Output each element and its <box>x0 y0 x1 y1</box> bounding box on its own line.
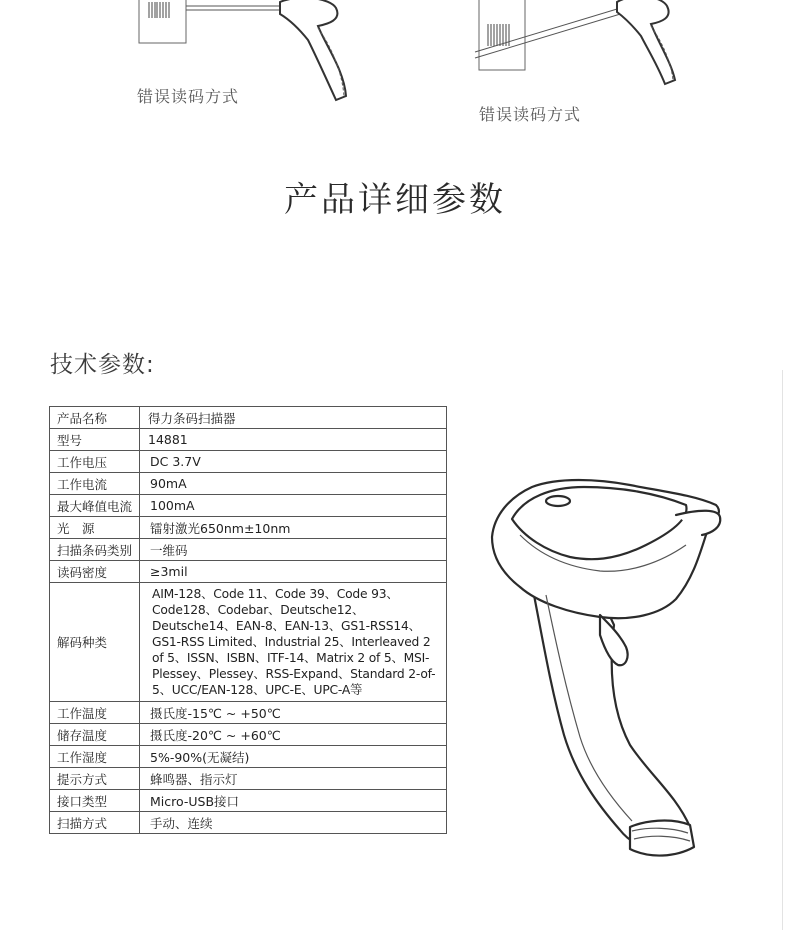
table-row <box>50 702 447 724</box>
spec-key: 提示方式 <box>50 768 140 790</box>
scanner-button-icon <box>546 496 570 506</box>
spec-value: 100mA <box>140 495 447 517</box>
spec-value: 蜂鸣器、指示灯 <box>140 768 447 790</box>
caption-wrong-reading-left: 错误读码方式 <box>137 87 240 106</box>
spec-key: 产品名称 <box>50 407 140 429</box>
table-row <box>50 407 447 429</box>
spec-key: 解码种类 <box>50 583 140 702</box>
section-title: 产品详细参数 <box>284 180 506 220</box>
spec-key: 扫描条码类别 <box>50 539 140 561</box>
edge-divider <box>782 370 783 930</box>
table-row <box>50 561 447 583</box>
wrong-reading-illustration-right <box>395 0 790 120</box>
table-row <box>50 451 447 473</box>
spec-value: 得力条码扫描器 <box>140 407 447 429</box>
spec-value: 手动、连续 <box>140 812 447 834</box>
table-row <box>50 583 447 702</box>
spec-value: 14881 <box>140 429 447 451</box>
scanner-silhouette-left <box>280 0 346 100</box>
table-row <box>50 517 447 539</box>
tech-params-label: 技术参数: <box>50 352 155 378</box>
spec-value: 摄氏度-15℃ ~ +50℃ <box>140 702 447 724</box>
spec-value: ≥3mil <box>140 561 447 583</box>
spec-key: 读码密度 <box>50 561 140 583</box>
spec-key: 工作湿度 <box>50 746 140 768</box>
spec-key: 接口类型 <box>50 790 140 812</box>
spec-value: AIM-128、Code 11、Code 39、Code 93、Code128、Codebar、Deutsche12、Deutsche14、EAN-8、EAN-13、GS1-RSS14、GS1-RSS Limited、Industrial 25、Interleaved 2 of 5、ISSN、ISBN、ITF-14、Matrix 2 of 5、MSI-Plessey、Plessey、RSS-Expand、Standard 2-of-5、UCC/EAN-128、UPC-E、UPC-A等 <box>140 583 447 702</box>
spec-key: 储存温度 <box>50 724 140 746</box>
spec-value: 5%-90%(无凝结) <box>140 746 447 768</box>
spec-value: 摄氏度-20℃ ~ +60℃ <box>140 724 447 746</box>
spec-key: 工作电压 <box>50 451 140 473</box>
spec-key: 扫描方式 <box>50 812 140 834</box>
caption-wrong-reading-right: 错误读码方式 <box>479 105 582 124</box>
spec-table <box>49 406 447 834</box>
spec-key: 光 源 <box>50 517 140 539</box>
spec-key: 工作电流 <box>50 473 140 495</box>
table-row <box>50 812 447 834</box>
spec-value: 90mA <box>140 473 447 495</box>
barcode-scanner-illustration <box>480 475 730 860</box>
spec-key: 型号 <box>50 429 140 451</box>
spec-key: 最大峰值电流 <box>50 495 140 517</box>
table-row <box>50 724 447 746</box>
table-row <box>50 768 447 790</box>
spec-value: 一维码 <box>140 539 447 561</box>
table-row <box>50 746 447 768</box>
scanner-silhouette-right <box>617 0 675 84</box>
spec-key: 工作温度 <box>50 702 140 724</box>
table-row <box>50 429 447 451</box>
table-row <box>50 495 447 517</box>
spec-value: Micro-USB接口 <box>140 790 447 812</box>
spec-value: 镭射激光650nm±10nm <box>140 517 447 539</box>
table-row <box>50 539 447 561</box>
table-row <box>50 790 447 812</box>
table-row <box>50 473 447 495</box>
barcode-card <box>479 0 525 70</box>
spec-value: DC 3.7V <box>140 451 447 473</box>
